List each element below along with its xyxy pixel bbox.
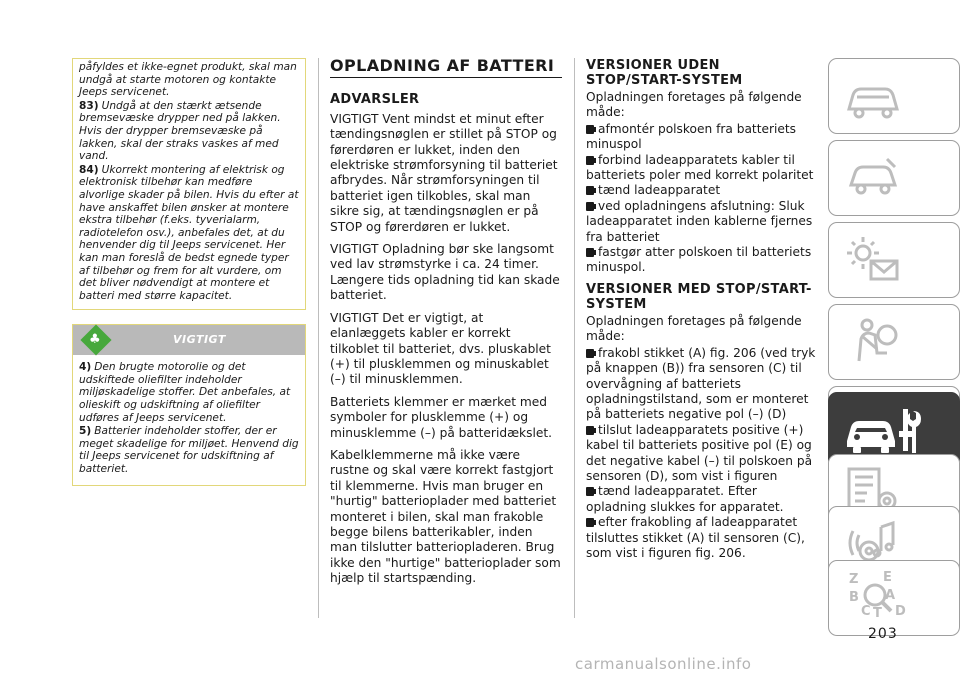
paragraph: VIGTIGT Det er vigtigt, at elanlæggets kabler er korrekt tilkoblet til batteriet, dvs. pluskablet (+) til plusklemmen og minuskablet (–) til minusklemmen. <box>330 310 551 387</box>
battery-charging-column <box>330 58 562 594</box>
list-item-text: efter frakobling af ladeapparatet tilsluttes stikket (A) til sensoren (C), som vist i figuren fig. 206. <box>586 515 805 560</box>
bullet-icon <box>586 125 594 134</box>
list-item <box>586 346 818 423</box>
environment-header <box>73 325 305 355</box>
section-intro: Opladningen foretages på følgende måde: <box>586 90 802 120</box>
note-number: 4) <box>79 361 92 374</box>
list-item <box>586 183 818 198</box>
note-number: 83) <box>79 99 99 112</box>
list-item-text: ved opladningens afslutning: Sluk ladeapparatet inden kablerne fjernes fra batteriet <box>586 198 813 244</box>
note-intro: påfyldes et ikke-egnet produkt, skal man undgå at starte motoren og kontakte Jeeps servicenet. <box>79 61 297 99</box>
note-item <box>79 164 299 303</box>
index-letter: B <box>849 590 859 605</box>
index-letter: E <box>883 570 892 585</box>
note-number: 5) <box>79 425 92 438</box>
environment-title: VIGTIGT <box>173 333 226 347</box>
bullet-icon <box>586 248 594 257</box>
bullet-icon <box>586 186 594 195</box>
tab-safety[interactable] <box>828 304 960 380</box>
notes-column <box>72 58 306 486</box>
section-heading: VERSIONER MED STOP/START-SYSTEM <box>586 281 812 312</box>
page-number: 203 <box>868 626 898 642</box>
index-letter: Z <box>849 572 859 587</box>
index-letter: C <box>861 604 871 619</box>
paragraph: Kabelklemmerne må ikke være rustne og skal være korrekt fastgjort til klemmerne. Hvis man bruger en "hurtig" batterioplader med batteriet monteret i bilen, skal man frakoble begge bilens batterikabler, inden man tilslutter batteriopladeren. Brug ikke den "hurtige" batterioplader som hjælp til startspænding. <box>330 447 561 586</box>
bullet-icon <box>586 426 594 435</box>
list-item <box>586 515 818 561</box>
note-text: Batterier indeholder stoffer, der er meget skadelige for miljøet. Henvend dig til Jeeps servicenet for udskiftning af batteriet. <box>79 425 299 476</box>
index-letter: A <box>885 588 896 603</box>
bullet-icon <box>586 156 594 165</box>
watermark: carmanualsonline.info <box>575 655 752 673</box>
tab-alphabetical-index[interactable] <box>828 560 960 636</box>
note-text: Undgå at den stærkt ætsende bremsevæske drypper ned på lakken. Hvis der drypper bremsevæske på lakken, skal der straks vaskes af med vand. <box>79 99 281 163</box>
section-subtitle: ADVARSLER <box>330 92 420 108</box>
environment-notes-box <box>72 324 306 485</box>
note-text: Ukorrekt montering af elektrisk og elektronisk tilbehør kan medføre alvorlige skader på bilen. Hvis du efter at have anskaffet bilen ønsker at montere ekstra tilbehør (f.eks. tyverialarm, radiotelefon osv.), anbefales det, at du henvender dig til Jeeps servicenet. Her kan man foreslå de bedst egnede typer af tilbehør og frem for alt vurdere, om det bliver nødvendigt at montere et batteri med større kapacitet. <box>79 163 299 302</box>
bullet-icon <box>586 349 594 358</box>
tree-icon: ♣ <box>89 332 101 348</box>
list-item <box>586 423 818 485</box>
column-divider <box>318 58 319 618</box>
list-item-text: frakobl stikket (A) fig. 206 (ved tryk på knappen (B)) fra sensoren (C) til overvågning af batteriets opladningstilstand, som er monteret på batteriets negative pol (–) (D) <box>586 345 816 422</box>
bullet-icon <box>586 487 594 496</box>
section-title: OPLADNING AF BATTERI <box>330 58 562 78</box>
note-number: 84) <box>79 163 99 176</box>
list-item-text: afmontér polskoen fra batteriets minuspol <box>586 121 797 152</box>
versions-column <box>586 58 818 567</box>
list-item <box>586 153 818 184</box>
list-item-text: forbind ladeapparatets kabler til batteriets poler med korrekt polaritet <box>586 152 814 183</box>
list-item-text: fastgør atter polskoen til batteriets minuspol. <box>586 245 812 275</box>
list-item <box>586 122 818 153</box>
list-item <box>586 484 818 515</box>
section-heading: VERSIONER UDEN STOP/START-SYSTEM <box>586 58 743 88</box>
list-item-text: tænd ladeapparatet. Efter opladning slukkes for apparatet. <box>586 484 784 514</box>
index-letter: T <box>873 606 882 621</box>
list-item-text: tænd ladeapparatet <box>598 183 721 198</box>
steps-list <box>586 122 818 276</box>
list-item <box>586 199 818 245</box>
tab-dashboard[interactable] <box>828 58 960 134</box>
note-item <box>79 100 299 163</box>
car-dashboard-icon <box>843 67 903 125</box>
list-item <box>586 245 818 276</box>
tab-warning-lights[interactable] <box>828 222 960 298</box>
alphabetical-index-icon <box>843 569 923 627</box>
paragraph: VIGTIGT Opladning bør ske langsomt ved lav strømstyrke i ca. 24 timer. Længere tids opladning tid kan skade batteriet. <box>330 242 560 303</box>
tab-keys[interactable] <box>828 140 960 216</box>
index-letter: D <box>895 604 906 619</box>
environment-body <box>73 355 305 484</box>
paragraph: VIGTIGT Vent mindst et minut efter tændingsnøglen er stillet på STOP og førerdøren er lukket, inden den elektriske strømforsyning til batteriet afbrydes. Når strømforsyningen til batteriet igen tilkobles, skal man sikre sig, at tændingsnøglen er på STOP og førerdøren er lukket. <box>330 111 558 234</box>
steps-list <box>586 346 818 562</box>
section-intro: Opladningen foretages på følgende måde: <box>586 313 802 344</box>
column-divider <box>574 58 575 618</box>
car-key-icon <box>843 149 903 207</box>
list-item-text: tilslut ladeapparatets positive (+) kabel til batteriets positive pol (E) og det negative kabel (–) til polskoen på sensoren (D), som vist i figuren <box>586 422 813 483</box>
paragraph: Batteriets klemmer er mærket med symboler for plusklemme (+) og minusklemme (–) på batteridækslet. <box>330 394 552 440</box>
car-wrench-icon <box>843 401 923 459</box>
environment-item <box>79 361 299 424</box>
seatbelt-airbag-icon <box>843 313 903 371</box>
warning-light-envelope-icon <box>843 231 903 289</box>
warning-notes-box <box>72 58 306 310</box>
bullet-icon <box>586 202 594 211</box>
environment-item <box>79 425 299 475</box>
bullet-icon <box>586 518 594 527</box>
note-text: Den brugte motorolie og det udskiftede oliefilter indeholder miljøskadelige stoffer. Det anbefales, at olieskift og udskiftning af oliefilter udføres af Jeeps servicenet. <box>79 361 291 424</box>
